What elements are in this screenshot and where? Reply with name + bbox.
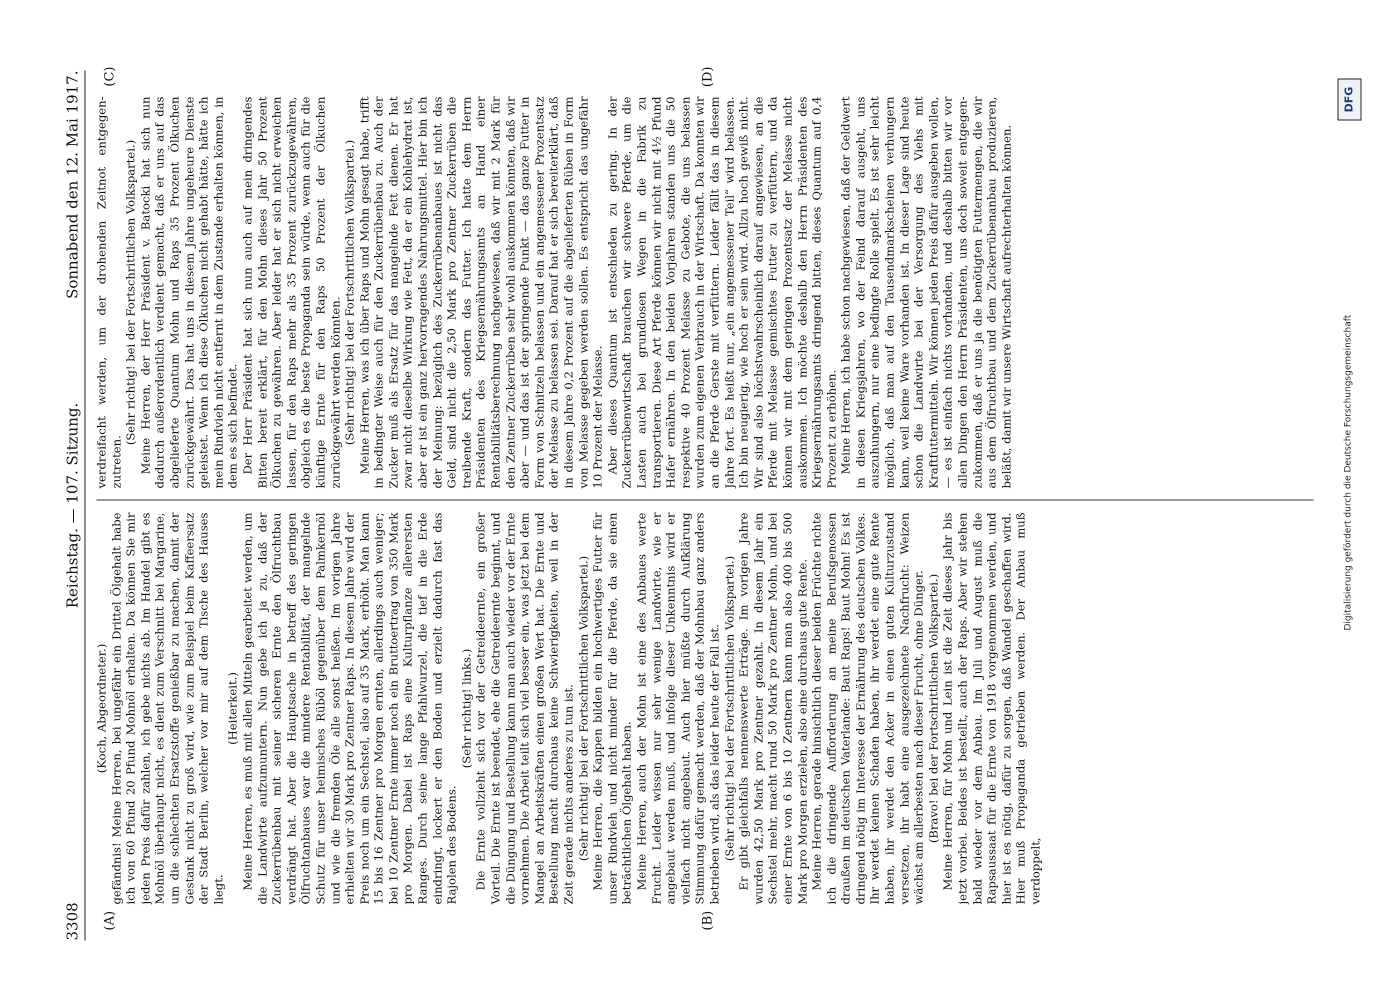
margin-mark-d: (D)	[700, 66, 715, 87]
paragraph: verdreifacht werden, um der drohenden Zeitnot entgegenzutreten.	[94, 96, 123, 488]
session-date: Sonnabend den 12. Mai 1917.	[63, 70, 81, 299]
page-header	[60, 70, 85, 940]
left-text-column	[94, 512, 1315, 904]
stage-direction: (Sehr richtig! bei der Fortschrittlichen Volkspartei.)	[123, 139, 138, 445]
right-text-column	[94, 96, 1315, 488]
margin-mark-b: (B)	[700, 910, 715, 930]
margin-mark-a: (A)	[102, 910, 117, 930]
page-number: 3308	[63, 901, 81, 940]
stage-direction: (Sehr richtig! bei der Fortschrittlichen Volkspartei.)	[342, 139, 357, 445]
stage-direction: (Koch, Abgeordneter.)	[94, 643, 108, 773]
stage-direction: (Heiterkeit.)	[225, 671, 240, 745]
paragraph: Meine Herren, gerade hinsichtlich dieser beiden Früchte richte ich die dringende Aufforderung an meine Berufsgenossen draußen im deutschen Vaterlande: Baut Raps! Baut Mohn! Es ist dringend nötig im Interesse der Ernährung des deutschen Volkes. Ihr werdet keinen Schaden haben, ihr werdet eine gute Rente haben, ihr werdet den Acker in einen guten Kulturzustand versetzen, ihr habt eine ausgezeichnete Nachfrucht: Weizen wächst am allerbesten nach dieser Frucht, ohne Dünger.	[809, 512, 926, 904]
stage-direction: (Bravo! bei der Fortschrittlichen Volkspartei.)	[925, 573, 940, 843]
paragraph: Meine Herren, ich habe schon nachgewiesen, daß der Geldwert in diesen Kriegsjahren, wo der Feind darauf ausgeht, uns auszuhungern, nur eine bedingte Rolle spielt. Es ist sehr leicht möglich, daß man auf den Tausendmarkscheinen verhungern kann, weil keine Ware vorhanden ist. In dieser Lage sind heute schon die Landwirte bei der Versorgung des Viehs mit Kraftfuttermitteln. Wir können jeden Preis dafür ausgeben wollen, — es ist einfach nichts vorhanden, und deshalb bitten wir vor allen Dingen den Herrn Präsidenten, uns doch soweit entgegenzukommen, daß er uns ja die benötigten Futtermengen, die wir aus dem Ölfruchtbau und dem Zuckerrübenanbau produzieren, beläßt, damit wir unsere Wirtschaft aufrechterhalten können.	[838, 96, 1013, 488]
paragraph: Die Ernte vollzieht sich vor der Getreideernte, ein großer Vorteil. Die Ernte ist beendet, ehe die Getreideernte beginnt, und die Düngung und Bestellung kann man auch wieder vor der Ernte vornehmen. Die Arbeit teilt sich viel besser ein, was jetzt bei dem Mangel an Arbeitskräften einen großen Wert hat. Die Ernte und Bestellung macht durchaus keine Schwierigkeiten, weil in der Zeit gerade nichts anderes zu tun ist.	[473, 512, 575, 904]
session-title: Reichstag. — 107. Sitzung.	[63, 402, 81, 608]
paragraph: Aber dieses Quantum ist entschieden zu gering. In der Zuckerrübenwirtschaft brauchen wir schwere Pferde, um die Lasten auch bei grundlosen Wegen in die Fabrik zu transportieren. Diese Art Pferde können wir nicht mit 4½ Pfund Hafer ernähren. In den beiden Vorjahren standen uns die 50 respektive 40 Prozent Melasse zu Gebote, die uns belassen wurden zum eigenen Verbrauch in der Wirtschaft. Da konnten wir an die Pferde Gerste mit verfüttern. Leider fällt das in diesem Jahre fort. Es heißt nur, „ein angemessener Teil“ wird belassen. Ich bin neugierig, wie hoch er sein wird. Allzu hoch gewiß nicht. Wir sind also höchstwahrscheinlich darauf angewiesen, an die Pferde mit Melasse gemischtes Futter zu verfüttern, und da können wir mit dem geringen Prozentsatz der Melasse nicht auskommen. Ich möchte deshalb den Herrn Präsidenten des Kriegsernährungsamts dringend bitten, dieses Quantum auf 0,4 Prozent zu erhöhen.	[604, 96, 838, 488]
stage-direction: (Sehr richtig! bei der Fortschrittlichen Volkspartei.)	[575, 555, 590, 861]
paragraph: Meine Herren, auch der Mohn ist eine des Anbaues werte Frucht. Leider wissen nur sehr wenige Landwirte, wie er angebaut werden muß, und infolge dieser Unkenntnis wird er vielfach nicht angebaut. Auch hier müßte durch Aufklärung Stimmung dafür gemacht werden, daß der Mohnbau ganz anders betrieben wird, als das leider heute der Fall ist.	[633, 512, 721, 904]
paragraph: Meine Herren, die Kappen bilden ein hochwertiges Futter für unser Rindvieh und nicht minder für die Pferde, da sie einen beträchtlichen Ölgehalt haben.	[590, 512, 634, 904]
paragraph: gefändnis! Meine Herren, bei ungefähr ein Drittel Ölgehalt habe ich von 60 Pfund 20 Pfund Mohnöl erhalten. Da können Sie mir jeden Preis dafür zahlen, ich gebe nichts ab. Im Handel gibt es Mohnöl überhaupt nicht, es dient zum Verschnitt bei Margarine, um die schlechten Ersatzstoffe genießbar zu machen, damit der Gestank nicht zu groß wird, wie zum Beispiel beim Kaffeersatz der Stadt Berlin, welcher vor mir auf dem Tische des Hauses liegt.	[108, 512, 225, 904]
stage-direction: (Sehr richtig! links.)	[458, 648, 473, 768]
paragraph: Meine Herren, der Herr Präsident v. Batocki hat sich nun dadurch außerordentlich verdient gemacht, daß er uns auf das abgelieferte Quantum Mohn und Raps 35 Prozent Ölkuchen zurückgewährt. Das hat uns in diesem Jahre ungeheure Dienste geleistet. Wenn ich diese Ölkuchen nicht gehabt hätte, hätte ich mein Rindvieh nicht entfernt in dem Zustande erhalten können, in dem es sich befindet.	[137, 96, 240, 488]
dfg-logo: DFG	[1337, 78, 1361, 120]
column-divider	[96, 499, 1313, 500]
paragraph: Meine Herren, was ich über Raps und Mohn gesagt habe, trifft in bedingter Weise auch für den Zuckerrübenbau zu. Auch der Zucker muß als Ersatz für das mangelnde Fett dienen. Er hat zwar nicht dieselbe Wirkung wie Fett, da er ein Kohlehydrat ist, aber er ist ein ganz hervorragendes Nahrungsmittel. Hier bin ich der Meinung: bezüglich des Zuckerrübenanbaues ist nicht das Geld, sind nicht die 2,50 Mark pro Zentner Zuckerrüben die treibende Kraft, sondern das Futter. Ich hatte dem Herrn Präsidenten des Kriegsernährungsamts an Hand einer Rentabilitätsberechnung nachgewiesen, daß wir mit 2 Mark für den Zentner Zuckerrüben sehr wohl auskommen könnten, daß wir aber — und das ist der springende Punkt — das ganze Futter in Form von Schnitzeln belassen und ein angemessener Prozentsatz der Melasse zu belassen sei. Darauf hat er sich bereiterklärt, daß in diesem Jahre 0,2 Prozent auf die abgelieferten Rüben in Form von Melasse gegeben werden sollen. Es entspricht das ungefähr 10 Prozent der Melasse.	[356, 96, 605, 488]
digitization-credit: Digitalisierung gefördert durch die Deutsche Forschungsgemeinschaft	[1343, 314, 1353, 630]
paragraph: Der Herr Präsident hat sich nun auch auf mein dringendes Bitten bereit erklärt, für den Mohn dieses Jahr 50 Prozent Ölkuchen zu gewähren. Aber leider hat er sich nicht erweichen lassen, für den Raps mehr als 35 Prozent zurückzugewähren, obgleich es die beste Propaganda sein würde, wenn auch für die künftige Ernte für den Raps 50 Prozent der Ölkuchen zurückgewährt werden könnten.	[239, 96, 342, 488]
stage-direction: (Sehr richtig! bei der Fortschrittlichen Volkspartei.)	[721, 555, 736, 861]
margin-mark-c: (C)	[102, 66, 117, 87]
paragraph: Er gibt gleichfalls nennenswerte Erträge. Im vorigen Jahre wurden 42,50 Mark pro Zentner gezahlt. In diesem Jahr ein Sechstel mehr, macht rund 50 Mark pro Zentner Mohn, und bei einer Ernte von 6 bis 10 Zentnern kann man also 400 bis 500 Mark pro Morgen erzielen, also eine durchaus gute Rente.	[736, 512, 809, 904]
paragraph: Meine Herren, es muß mit allen Mitteln gearbeitet werden, um die Landwirte aufzumuntern. Nun gebe ich ja zu, daß der Zuckerrübenbau mit seiner sicheren Ernte den Ölfruchtbau verdrängt hat. Aber die Hauptsache in betreff des geringen Ölfruchtanbaues war die mindere Rentabilität, der mangelnde Schutz für unser heimisches Rüböl gegenüber dem Palmkernöl und wie die fremden Öle alle sonst heißen. Im vorigen Jahre erhielten wir 30 Mark pro Zentner Raps. In diesem Jahre wird der Preis noch um ein Sechstel, also auf 35 Mark, erhöht. Man kann 15 bis 16 Zentner pro Morgen ernten, allerdings auch weniger; bei 10 Zentner Ernte immer noch ein Bruttoertrag von 350 Mark pro Morgen. Dabei ist Raps eine Kulturpflanze allerersten Ranges. Durch seine lange Pfahlwurzel, die tief in die Erde eindringt, lockert er den Boden und erzielt dadurch fast das Rajolen des Bodens.	[239, 512, 459, 904]
paragraph: Meine Herren, für Mohn und Lein ist die Zeit dieses Jahr bis jetzt vorbei. Beides ist bestellt, auch der Raps. Aber wir stehen bald wieder vor dem Anbau. Im Juli und August muß die Rapsaussaat für die Ernte von 1918 vorgenommen werden, und hier ist es nötig, dafür zu sorgen, daß Wandel geschaffen wird. Hier muß Propaganda getrieben werden. Der Anbau muß verdoppelt,	[940, 512, 1042, 904]
page-footer	[1335, 0, 1375, 1000]
